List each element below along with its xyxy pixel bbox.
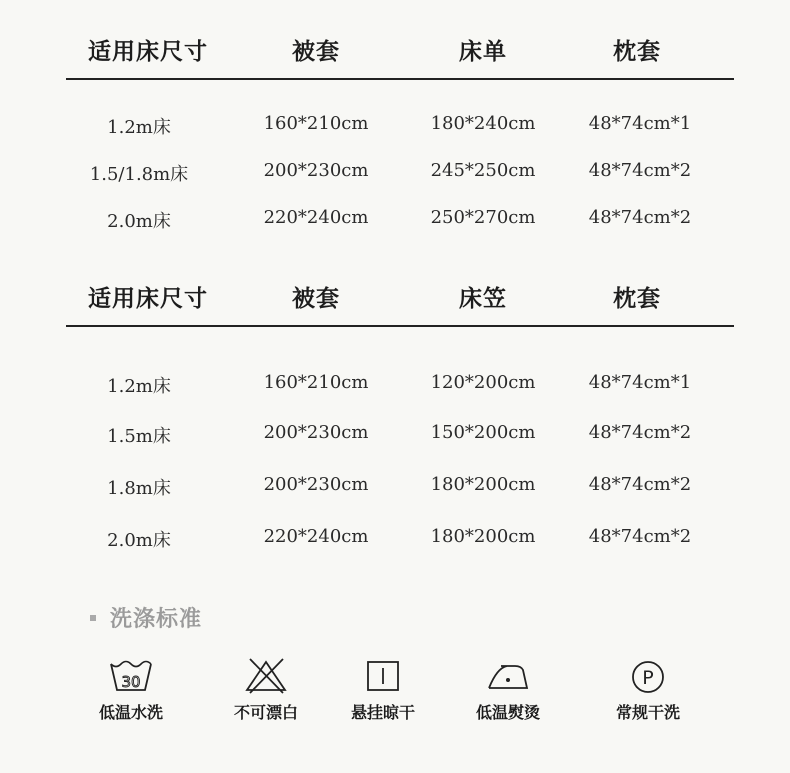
cell-pillow: 48*74cm*2 [588,526,692,547]
header-fitted-sheet: 床笠 [459,286,507,312]
table-header [0,33,790,73]
cell-sheet: 245*250cm [430,160,536,181]
cell-duvet: 160*210cm [263,113,369,134]
cell-duvet: 200*230cm [263,160,369,181]
cell-bed-size: 1.2m床 [107,376,171,397]
cell-bed-size: 1.2m床 [107,117,171,138]
cell-bed-size: 2.0m床 [107,211,171,232]
care-label: 悬挂晾干 [350,703,415,722]
care-item-iron [443,658,573,723]
care-label: 低温熨烫 [475,703,540,722]
cell-bed-size: 1.5m床 [107,426,171,447]
cell-bed-size: 1.5/1.8m床 [89,164,189,185]
table-header [0,280,790,320]
cell-sheet: 180*240cm [430,113,536,134]
cell-pillow: 48*74cm*1 [588,372,692,393]
header-duvet-cover: 被套 [292,286,340,312]
care-label: 常规干洗 [615,703,680,722]
care-item-dry-clean [583,658,713,723]
cell-fitted: 120*200cm [430,372,536,393]
table-row [0,113,790,139]
care-label: 不可漂白 [233,703,298,722]
care-label: 低温水洗 [98,703,163,722]
no-bleach-icon [201,658,331,694]
care-title-text: 洗涤标准 [110,607,203,632]
cell-fitted: 180*200cm [430,474,536,495]
care-item-wash [66,658,196,723]
header-pillowcase: 枕套 [613,39,661,65]
cell-duvet: 200*230cm [263,474,369,495]
cell-bed-size: 1.8m床 [107,478,171,499]
bullet-icon [90,615,96,621]
wash-30-icon [66,658,196,694]
line-dry-icon [318,658,448,694]
care-item-line-dry [318,658,448,723]
header-bed-sheet: 床单 [459,39,507,65]
table-row [0,474,790,500]
cell-pillow: 48*74cm*2 [588,474,692,495]
cell-pillow: 48*74cm*1 [588,113,692,134]
cell-fitted: 180*200cm [430,526,536,547]
cell-duvet: 200*230cm [263,422,369,443]
header-duvet-cover: 被套 [292,39,340,65]
cell-pillow: 48*74cm*2 [588,422,692,443]
iron-low-icon [443,658,573,694]
table-row [0,526,790,552]
dry-clean-p-icon [583,658,713,694]
cell-duvet: 160*210cm [263,372,369,393]
header-divider [66,78,734,80]
table-row [0,160,790,186]
table-row [0,422,790,448]
cell-fitted: 150*200cm [430,422,536,443]
cell-pillow: 48*74cm*2 [588,207,692,228]
cell-duvet: 220*240cm [263,526,369,547]
header-bed-size: 适用床尺寸 [88,286,208,312]
table-row [0,207,790,233]
cell-bed-size: 2.0m床 [107,530,171,551]
wash-temp-text: 30 [121,673,141,691]
cell-sheet: 250*270cm [430,207,536,228]
cell-duvet: 220*240cm [263,207,369,228]
cell-pillow: 48*74cm*2 [588,160,692,181]
header-pillowcase: 枕套 [613,286,661,312]
care-section-title [90,602,202,632]
dry-clean-letter: P [642,667,654,689]
header-bed-size: 适用床尺寸 [88,39,208,65]
table-row [0,372,790,398]
header-divider [66,325,734,327]
care-item-no-bleach [201,658,331,723]
